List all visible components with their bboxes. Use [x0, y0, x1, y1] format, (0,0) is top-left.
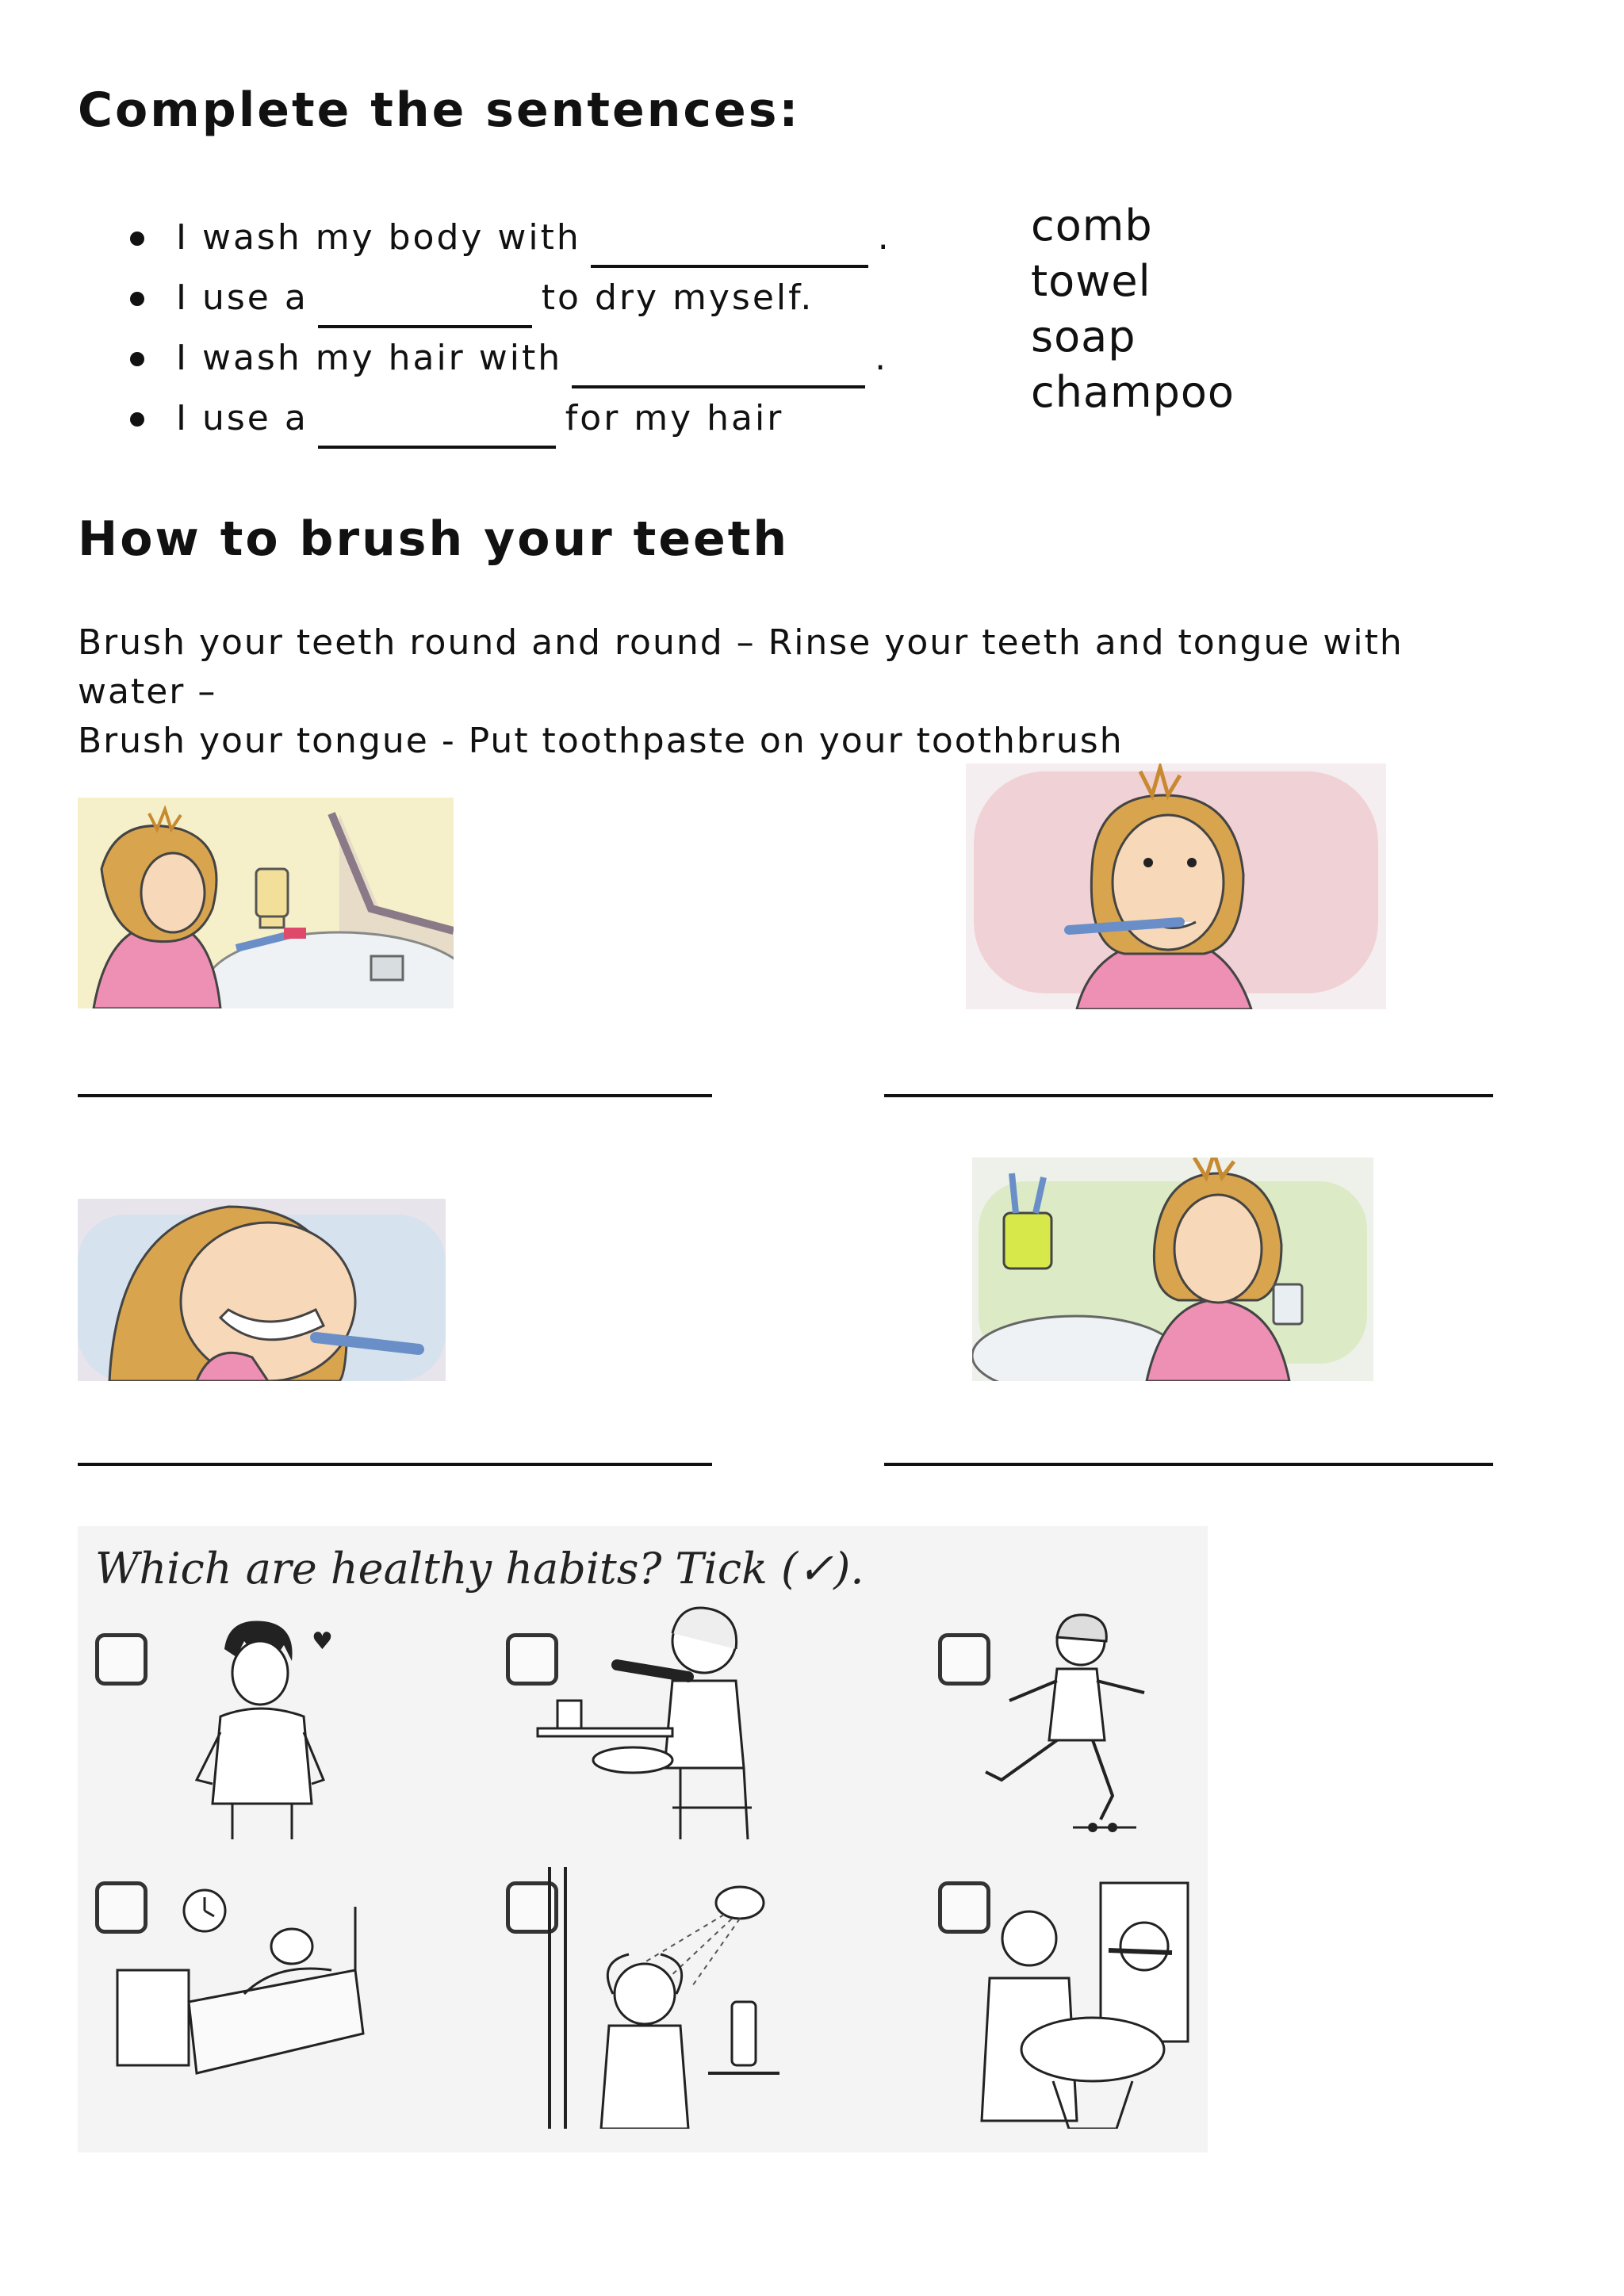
word-bank	[1031, 198, 1235, 420]
sentence-text: I use a	[176, 398, 308, 438]
section-title-complete: Complete the sentences:	[78, 82, 801, 138]
sentence-ending: .	[877, 217, 891, 258]
instructions-line: Brush your teeth round and round – Rinse your teeth and tongue with water –	[78, 622, 1404, 712]
sentence-ending: to dry myself.	[541, 277, 814, 318]
instructions-line: Brush your tongue - Put toothpaste on your toothbrush	[78, 721, 1124, 761]
sentence-ending: for my hair	[565, 398, 784, 438]
instructions	[78, 618, 1505, 766]
answer-line[interactable]	[78, 1463, 712, 1466]
word-bank-item: soap	[1031, 312, 1136, 362]
child-rollerskating-illustration	[954, 1605, 1192, 1843]
sentence-ending: .	[875, 338, 889, 378]
word-bank-item: towel	[1031, 256, 1151, 306]
girl-eating-breakfast-illustration	[522, 1601, 776, 1847]
healthy-habits-exercise	[78, 1526, 1208, 2152]
children-brushing-teeth-illustration	[958, 1867, 1196, 2129]
word-bank-item: champoo	[1031, 367, 1235, 417]
habits-question: Which are healthy habits? Tick (✓).	[95, 1544, 864, 1594]
sick-boy-eating-sweets-illustration	[165, 1613, 371, 1843]
sentence-item	[127, 328, 891, 388]
sentence-item	[127, 208, 891, 268]
child-showering-illustration	[534, 1867, 787, 2129]
tick-checkbox[interactable]	[95, 1633, 147, 1686]
answer-blank[interactable]	[572, 344, 865, 388]
word-bank-item: comb	[1031, 201, 1153, 251]
svg-text:♥: ♥	[312, 1628, 333, 1655]
girl-rinsing-with-water-illustration	[972, 1158, 1373, 1381]
girl-brushing-teeth-side-illustration	[78, 1199, 446, 1381]
sentence-list	[127, 208, 891, 449]
child-sleeping-in-bed-illustration	[102, 1875, 387, 2129]
answer-blank[interactable]	[591, 224, 868, 268]
sentence-text: I wash my body with	[176, 217, 581, 258]
answer-line[interactable]	[884, 1094, 1493, 1097]
sentence-item	[127, 388, 891, 449]
sentence-item	[127, 268, 891, 328]
sentence-text: I use a	[176, 277, 308, 318]
answer-blank[interactable]	[318, 404, 556, 449]
answer-blank[interactable]	[318, 284, 532, 328]
girl-brushing-teeth-front-illustration	[966, 763, 1386, 1009]
section-title-brush-teeth: How to brush your teeth	[78, 511, 790, 567]
girl-putting-toothpaste-illustration	[78, 798, 454, 1008]
answer-line[interactable]	[884, 1463, 1493, 1466]
answer-line[interactable]	[78, 1094, 712, 1097]
sentence-text: I wash my hair with	[176, 338, 563, 378]
